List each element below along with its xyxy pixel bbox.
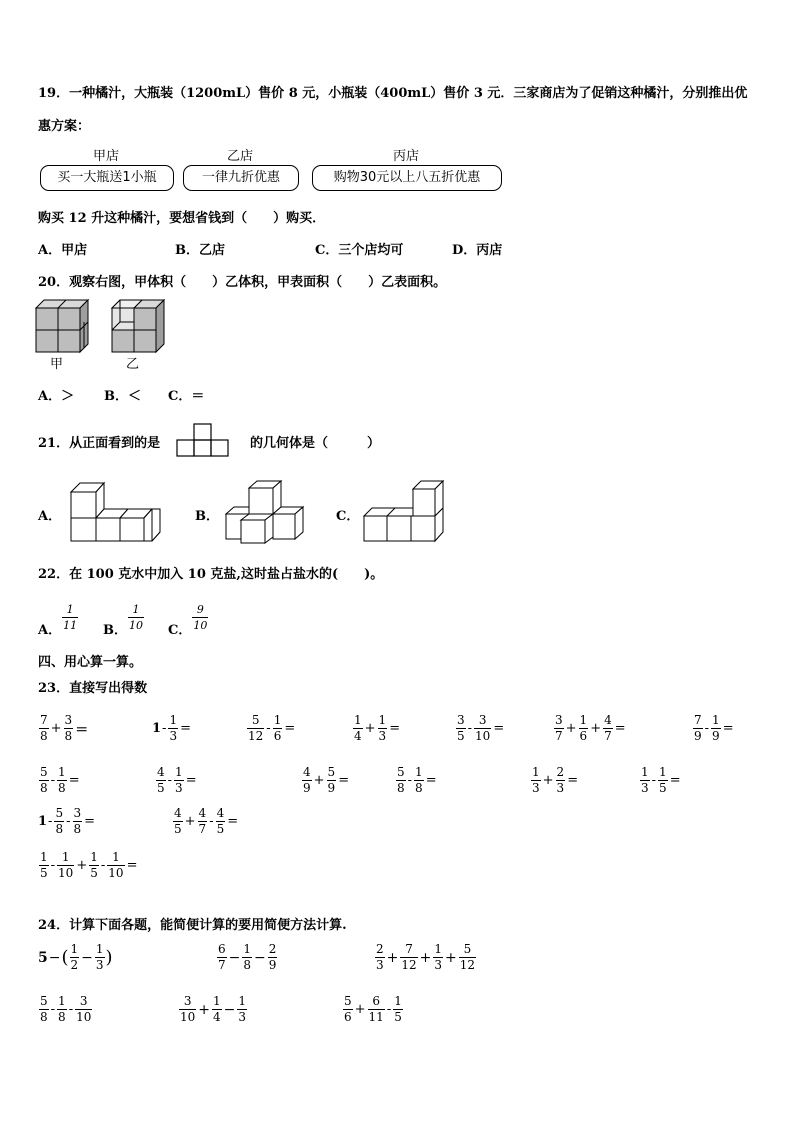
store-name-bing: 丙店 (392, 149, 419, 164)
fraction-denominator: 3 (532, 781, 540, 795)
fraction (327, 765, 337, 796)
q23-expr-1 (38, 713, 89, 744)
fraction-denominator: 2 (70, 958, 79, 972)
fraction-denominator: 9 (694, 729, 702, 743)
fraction (198, 806, 208, 837)
cube-figure-yi (112, 300, 164, 352)
fraction-numerator: 5 (344, 994, 352, 1008)
fraction-numerator: 3 (555, 713, 563, 727)
fraction-denominator: 8 (40, 1010, 48, 1024)
math-operator: - (50, 858, 56, 873)
q19-option-b: B．乙店 (175, 243, 225, 258)
q19-line2: 惠方案： (38, 119, 91, 134)
math-operator: - (209, 814, 214, 829)
store-offer-jia: 买一大瓶送1小瓶 (40, 165, 174, 191)
fraction-denominator: 8 (243, 958, 252, 972)
fraction-denominator: 8 (40, 729, 48, 743)
math-operator: + (198, 1001, 211, 1018)
q20-option-c: C．＝ (168, 389, 205, 404)
fraction-numerator: 1 (40, 850, 48, 864)
fraction (273, 713, 283, 744)
fraction-numerator: 5 (463, 942, 472, 956)
fraction (302, 765, 312, 796)
fraction-denominator: 6 (579, 729, 588, 743)
fraction (174, 765, 184, 796)
q23-expr-8 (38, 765, 81, 796)
fraction-numerator: 1 (579, 713, 588, 727)
fraction (603, 713, 613, 744)
fraction-denominator: 3 (641, 781, 649, 795)
fraction-numerator: 1 (238, 994, 247, 1008)
fraction-numerator: 1 (61, 850, 70, 864)
fraction-numerator: 4 (216, 806, 225, 820)
fraction (54, 806, 64, 837)
q19-question: 购买 12 升这种橘汁，要想省钱到（ ）购买． (38, 211, 326, 226)
q23-expr-4 (352, 713, 401, 744)
fraction-numerator: 3 (457, 713, 465, 727)
q23-expr-10 (301, 765, 350, 796)
fraction-denominator: 11 (63, 619, 78, 632)
q20-option-b: B．＜ (104, 389, 141, 404)
math-symbol: ) (105, 947, 113, 968)
fraction-denominator: 10 (193, 619, 208, 632)
math-operator: = (389, 721, 401, 736)
math-operator: = (185, 773, 197, 788)
fraction (107, 850, 124, 881)
cube-figure-jia (36, 300, 88, 352)
fraction (268, 942, 278, 973)
solid-option-a (70, 482, 162, 542)
q20-text: 20．观察右图，甲体积（ ）乙体积，甲表面积（ ）乙表面积。 (38, 275, 447, 290)
math-operator: = (126, 858, 138, 873)
q22-option-a (38, 597, 79, 638)
q22-option-b (103, 597, 145, 638)
fraction (216, 806, 226, 837)
fraction (39, 713, 49, 744)
math-operator: = (669, 773, 681, 788)
fraction (474, 713, 491, 744)
fraction-numerator: 1 (132, 603, 140, 616)
math-operator: = (84, 814, 96, 829)
q21-text-after: 的几何体是（ ） (250, 436, 381, 451)
q23-expr-3 (246, 713, 296, 744)
math-operator: + (313, 773, 325, 788)
math-operator: = (284, 721, 296, 736)
fraction-denominator: 3 (95, 958, 104, 972)
q19-line1: 19．一种橘汁，大瓶装（1200mL）售价 8 元，小瓶装（400mL）售价 3 元．三家商店为了促销这种橘汁，分别推出优 (38, 86, 748, 101)
fraction (217, 942, 227, 973)
fraction-denominator: 8 (58, 781, 66, 795)
math-operator: - (68, 1002, 74, 1017)
fraction-numerator: 1 (70, 942, 79, 956)
store-name-yi: 乙店 (226, 149, 253, 164)
fraction (396, 765, 406, 796)
math-operator: = (567, 773, 579, 788)
math-operator: = (614, 721, 626, 736)
fraction-numerator: 1 (415, 765, 423, 779)
fraction-numerator: 3 (64, 713, 73, 727)
fraction-denominator: 8 (415, 781, 423, 795)
q24-expr-3 (374, 942, 477, 973)
fraction-numerator: 4 (303, 765, 311, 779)
q23-expr-11 (395, 765, 438, 796)
fraction (39, 994, 49, 1025)
fraction-numerator: 5 (40, 765, 48, 779)
fraction-denominator: 3 (376, 958, 384, 972)
fraction (375, 942, 385, 973)
fraction-denominator: 8 (55, 822, 64, 836)
fraction (64, 713, 74, 744)
fraction-numerator: 2 (376, 942, 384, 956)
fraction (658, 765, 668, 796)
fraction-denominator: 3 (175, 781, 183, 795)
fraction-numerator: 2 (556, 765, 565, 779)
fraction (693, 713, 703, 744)
fraction-denominator: 8 (58, 1010, 66, 1024)
fraction-denominator: 6 (344, 1010, 352, 1024)
math-operator: - (651, 773, 657, 788)
front-view-figure (176, 423, 230, 457)
fraction-numerator: 1 (659, 765, 667, 779)
fraction-denominator: 4 (354, 729, 362, 743)
fraction-numerator: 2 (268, 942, 277, 956)
fraction (459, 942, 476, 973)
fraction (343, 994, 353, 1025)
fraction (242, 942, 252, 973)
math-operator: - (162, 721, 167, 736)
fraction (39, 850, 49, 881)
fraction-denominator: 10 (76, 1010, 92, 1024)
fraction-denominator: 7 (555, 729, 563, 743)
math-operator: - (386, 1002, 392, 1017)
q19-option-a: A．甲店 (38, 243, 88, 258)
fraction-numerator: 6 (372, 994, 380, 1008)
fraction-numerator: 7 (40, 713, 48, 727)
store-offer-yi: 一律九折优惠 (183, 165, 299, 191)
fraction-denominator: 10 (108, 866, 124, 880)
math-operator: + (419, 949, 432, 966)
fraction (75, 994, 92, 1025)
math-symbol: ( (61, 947, 69, 968)
math-operator: + (386, 949, 399, 966)
math-operator: + (184, 814, 196, 829)
fraction-numerator: 7 (694, 713, 702, 727)
fraction-numerator: 1 (243, 942, 252, 956)
math-operator: + (590, 721, 602, 736)
fraction-numerator: 1 (641, 765, 649, 779)
math-operator: = (68, 773, 80, 788)
q21-text-before: 21．从正面看到的是 (38, 436, 161, 451)
math-operator: - (467, 721, 473, 736)
math-operator: = (227, 814, 239, 829)
q24-expr-2 (216, 942, 278, 973)
fraction-denominator: 9 (327, 781, 336, 795)
label-yi: 乙 (126, 357, 140, 372)
fraction (531, 765, 541, 796)
math-operator: − (228, 949, 241, 966)
math-operator: - (48, 814, 53, 829)
q22-text: 22．在 100 克水中加入 10 克盐,这时盐占盐水的( )。 (38, 567, 384, 582)
fraction-numerator: 1 (532, 765, 540, 779)
fraction (378, 713, 388, 744)
fraction-denominator: 3 (378, 729, 387, 743)
fraction-denominator: 8 (40, 781, 48, 795)
math-operator: + (76, 858, 88, 873)
math-symbol: 5 (38, 949, 48, 966)
math-operator: ＝ (75, 723, 89, 738)
fraction (579, 713, 589, 744)
fraction-denominator: 10 (129, 619, 143, 632)
fraction-denominator: 3 (434, 958, 443, 972)
math-operator: − (254, 949, 266, 966)
fraction (39, 765, 49, 796)
math-operator: + (445, 949, 457, 966)
fraction (456, 713, 466, 744)
fraction-denominator: 5 (457, 729, 465, 743)
math-symbol: 1 (38, 814, 48, 829)
q24-expr-5 (178, 994, 248, 1025)
fraction-denominator: 5 (659, 781, 667, 795)
fraction-numerator: 1 (95, 942, 104, 956)
fraction (57, 765, 67, 796)
fraction-denominator: 5 (90, 866, 98, 880)
q23-expr-16 (38, 850, 138, 881)
fraction-denominator: 3 (169, 729, 178, 743)
math-operator: = (493, 721, 505, 736)
math-operator: - (266, 721, 271, 736)
fraction-denominator: 4 (213, 1010, 221, 1024)
fraction (711, 713, 721, 744)
fraction-denominator: 10 (58, 866, 74, 880)
q22-option-c (168, 597, 209, 638)
fraction (393, 994, 403, 1025)
q23-expr-2 (152, 713, 192, 744)
fraction-denominator: 12 (248, 729, 264, 743)
section-4-title: 四、用心算一算。 (38, 655, 143, 670)
fraction (640, 765, 650, 796)
q23-expr-12 (530, 765, 579, 796)
fraction-numerator: 1 (434, 942, 443, 956)
math-operator: + (542, 773, 554, 788)
fraction-denominator: 5 (394, 1010, 402, 1024)
math-operator: = (180, 721, 191, 736)
q23-expr-7 (692, 713, 735, 744)
fraction (414, 765, 424, 796)
q23-expr-6 (553, 713, 627, 744)
fraction-numerator: 1 (394, 994, 402, 1008)
fraction-numerator: 5 (397, 765, 405, 779)
fraction-denominator: 5 (40, 866, 48, 880)
math-operator: = (425, 773, 437, 788)
fraction-numerator: 1 (712, 713, 720, 727)
math-operator: − (48, 949, 61, 966)
q20-option-a: A．＞ (38, 389, 75, 404)
fraction-numerator: 4 (604, 713, 612, 727)
fraction-denominator: 9 (303, 781, 311, 795)
fraction (89, 850, 99, 881)
solid-option-b (225, 480, 305, 544)
q19-option-c: C．三个店均可 (315, 243, 404, 258)
fraction-denominator: 8 (73, 822, 82, 836)
math-operator: - (407, 773, 413, 788)
math-operator: = (338, 773, 350, 788)
fraction (179, 994, 196, 1025)
fraction-numerator: 1 (90, 850, 98, 864)
q23-expr-9 (155, 765, 198, 796)
q24-expr-6 (342, 994, 404, 1025)
fraction-numerator: 9 (196, 603, 204, 616)
fraction (247, 713, 264, 744)
fraction-numerator: 5 (327, 765, 336, 779)
fraction-denominator: 8 (397, 781, 405, 795)
fraction-numerator: 3 (73, 806, 82, 820)
q19-option-d: D．丙店 (452, 243, 503, 258)
q23-expr-5 (455, 713, 505, 744)
q21-option-c: C． (336, 509, 360, 524)
fraction (70, 942, 80, 973)
math-operator: - (167, 773, 173, 788)
fraction (237, 994, 247, 1025)
fraction-denominator: 9 (268, 958, 277, 972)
fraction (554, 713, 564, 744)
fraction-numerator: 1 (213, 994, 221, 1008)
fraction (57, 850, 74, 881)
fraction-numerator: 5 (40, 994, 48, 1008)
fraction-denominator: 10 (475, 729, 491, 743)
math-operator: − (81, 949, 93, 966)
math-operator: + (354, 1002, 366, 1017)
q23-expr-14 (38, 806, 96, 837)
fraction-numerator: 5 (55, 806, 64, 820)
fraction-denominator: 12 (459, 958, 476, 972)
fraction-numerator: 1 (354, 713, 362, 727)
fraction (95, 942, 105, 973)
fraction-denominator: 5 (174, 822, 182, 836)
fraction-denominator: 7 (198, 822, 207, 836)
fraction-numerator: 6 (218, 942, 226, 956)
fraction-denominator: 7 (218, 958, 226, 972)
fraction-numerator: 1 (112, 850, 120, 864)
solid-option-c (363, 480, 445, 542)
store-name-jia: 甲店 (92, 149, 119, 164)
fraction-numerator: 7 (405, 942, 413, 956)
store-offer-bing: 购物30元以上八五折优惠 (312, 165, 502, 191)
fraction-denominator: 9 (712, 729, 720, 743)
q22-option-a-label: A． (38, 623, 62, 638)
math-operator: + (50, 721, 62, 736)
math-operator: = (722, 721, 734, 736)
fraction-numerator: 3 (183, 994, 192, 1008)
math-operator: + (364, 721, 376, 736)
q24-title: 24．计算下面各题，能简便计算的要用简便方法计算. (38, 918, 347, 933)
fraction-denominator: 5 (216, 822, 225, 836)
q22-option-c-label: C． (168, 623, 192, 638)
fraction (368, 994, 385, 1025)
fraction-numerator: 4 (198, 806, 207, 820)
math-operator: - (100, 858, 106, 873)
label-jia: 甲 (50, 357, 64, 372)
fraction-numerator: 1 (58, 765, 66, 779)
fraction-numerator: 1 (378, 713, 387, 727)
q24-expr-4 (38, 994, 93, 1025)
fraction-denominator: 3 (238, 1010, 247, 1024)
fraction (73, 806, 83, 837)
math-operator: - (66, 814, 71, 829)
fraction-denominator: 10 (180, 1010, 196, 1024)
fraction (168, 713, 178, 744)
fraction-denominator: 12 (401, 958, 417, 972)
fraction-numerator: 1 (169, 713, 178, 727)
fraction (400, 942, 417, 973)
q21-option-a: A． (38, 509, 62, 524)
fraction-denominator: 11 (368, 1010, 384, 1024)
fraction (212, 994, 222, 1025)
math-operator: − (223, 1001, 236, 1018)
math-operator: + (565, 721, 577, 736)
q22-option-b-label: B． (103, 623, 127, 638)
fraction-denominator: 7 (604, 729, 612, 743)
fraction-numerator: 1 (273, 713, 282, 727)
fraction-denominator: 8 (64, 729, 73, 743)
math-operator: - (704, 721, 710, 736)
fraction-numerator: 4 (157, 765, 165, 779)
fraction-numerator: 1 (58, 994, 66, 1008)
math-operator: - (50, 1002, 56, 1017)
fraction (173, 806, 183, 837)
fraction-denominator: 3 (556, 781, 565, 795)
q23-expr-13 (639, 765, 682, 796)
math-operator: - (50, 773, 56, 788)
fraction (353, 713, 363, 744)
fraction-numerator: 4 (174, 806, 182, 820)
q24-expr-1 (38, 942, 113, 973)
fraction-numerator: 1 (175, 765, 183, 779)
fraction-numerator: 1 (66, 603, 74, 616)
q23-title: 23．直接写出得数 (38, 681, 148, 696)
fraction (57, 994, 67, 1025)
fraction (556, 765, 566, 796)
fraction (433, 942, 443, 973)
fraction-denominator: 5 (157, 781, 165, 795)
math-symbol: 1 (152, 721, 162, 736)
q23-expr-15 (172, 806, 239, 837)
fraction-numerator: 3 (79, 994, 88, 1008)
q21-option-b: B． (195, 509, 219, 524)
fraction-numerator: 3 (478, 713, 487, 727)
fraction-denominator: 6 (273, 729, 282, 743)
fraction-numerator: 5 (251, 713, 260, 727)
fraction (156, 765, 166, 796)
